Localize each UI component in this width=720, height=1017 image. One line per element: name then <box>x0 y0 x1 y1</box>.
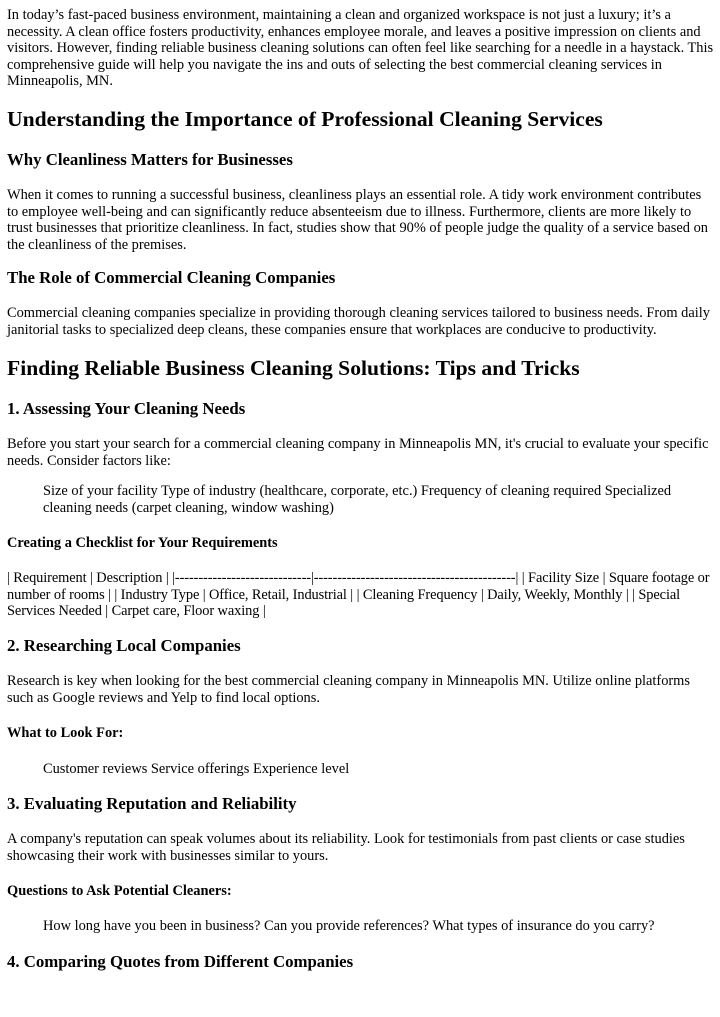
paragraph-role-companies: Commercial cleaning companies specialize in providing thorough cleaning services tailored to business needs. From daily janitorial tasks to specialized deep cleans, these companies ensure that workplaces are conducive to productivity. <box>7 305 710 338</box>
subheading-what-to-look-for: What to Look For: <box>7 725 124 741</box>
checklist-table-text: | Requirement | Description | |-----------------------------|-------------------------------------------| | Facility Size | Square footage or number of rooms | | Industry Type | Office, Retail, Industrial | | Cleaning Frequency | Daily, Weekly, Monthly | | Special Services Needed | Carpet care, Floor waxing | <box>7 570 710 619</box>
subheading-why-cleanliness: Why Cleanliness Matters for Businesses <box>7 150 293 169</box>
subheading-assessing-needs: 1. Assessing Your Cleaning Needs <box>7 399 246 418</box>
intro-paragraph: In today’s fast-paced business environment, maintaining a clean and organized workspace is not just a luxury; it’s a necessity. A clean office fosters productivity, enhances employee morale, and leaves a positive impression on clients and visitors. However, finding reliable business cleaning solutions can often feel like searching for a needle in a haystack. This comprehensive guide will help you navigate the ins and outs of selecting the best commercial cleaning services in Minneapolis, MN. <box>7 7 714 89</box>
subheading-questions: Questions to Ask Potential Cleaners: <box>7 883 232 899</box>
list-what-to-look-for: Customer reviews Service offerings Experience level <box>43 761 350 777</box>
section-heading-importance: Understanding the Importance of Professional Cleaning Services <box>7 107 603 131</box>
subheading-researching-companies: 2. Researching Local Companies <box>7 636 241 655</box>
subheading-role-companies: The Role of Commercial Cleaning Companies <box>7 268 336 287</box>
list-cleaning-factors: Size of your facility Type of industry (healthcare, corporate, etc.) Frequency of cleaning required Specialized cleaning needs (carpet cleaning, window washing) <box>43 483 672 516</box>
paragraph-reputation: A company's reputation can speak volumes about its reliability. Look for testimonials from past clients or case studies showcasing their work with businesses similar to yours. <box>7 831 685 864</box>
section-heading-tips: Finding Reliable Business Cleaning Solutions: Tips and Tricks <box>7 356 580 380</box>
subheading-reputation: 3. Evaluating Reputation and Reliability <box>7 794 297 813</box>
subheading-comparing-quotes: 4. Comparing Quotes from Different Companies <box>7 952 354 971</box>
paragraph-assessing-needs: Before you start your search for a commercial cleaning company in Minneapolis MN, it's crucial to evaluate your specific needs. Consider factors like: <box>7 436 709 469</box>
paragraph-why-cleanliness: When it comes to running a successful business, cleanliness plays an essential role. A tidy work environment contributes to employee well-being and can significantly reduce absenteeism due to illness. Furthermore, clients are more likely to trust businesses that prioritize cleanliness. In fact, studies show that 90% of people judge the quality of a service based on the cleanliness of the premises. <box>7 187 708 253</box>
list-questions: How long have you been in business? Can you provide references? What types of insurance do you carry? <box>43 918 655 934</box>
subheading-checklist: Creating a Checklist for Your Requirements <box>7 535 278 551</box>
paragraph-researching-companies: Research is key when looking for the best commercial cleaning company in Minneapolis MN. Utilize online platforms such as Google reviews and Yelp to find local options. <box>7 673 690 706</box>
